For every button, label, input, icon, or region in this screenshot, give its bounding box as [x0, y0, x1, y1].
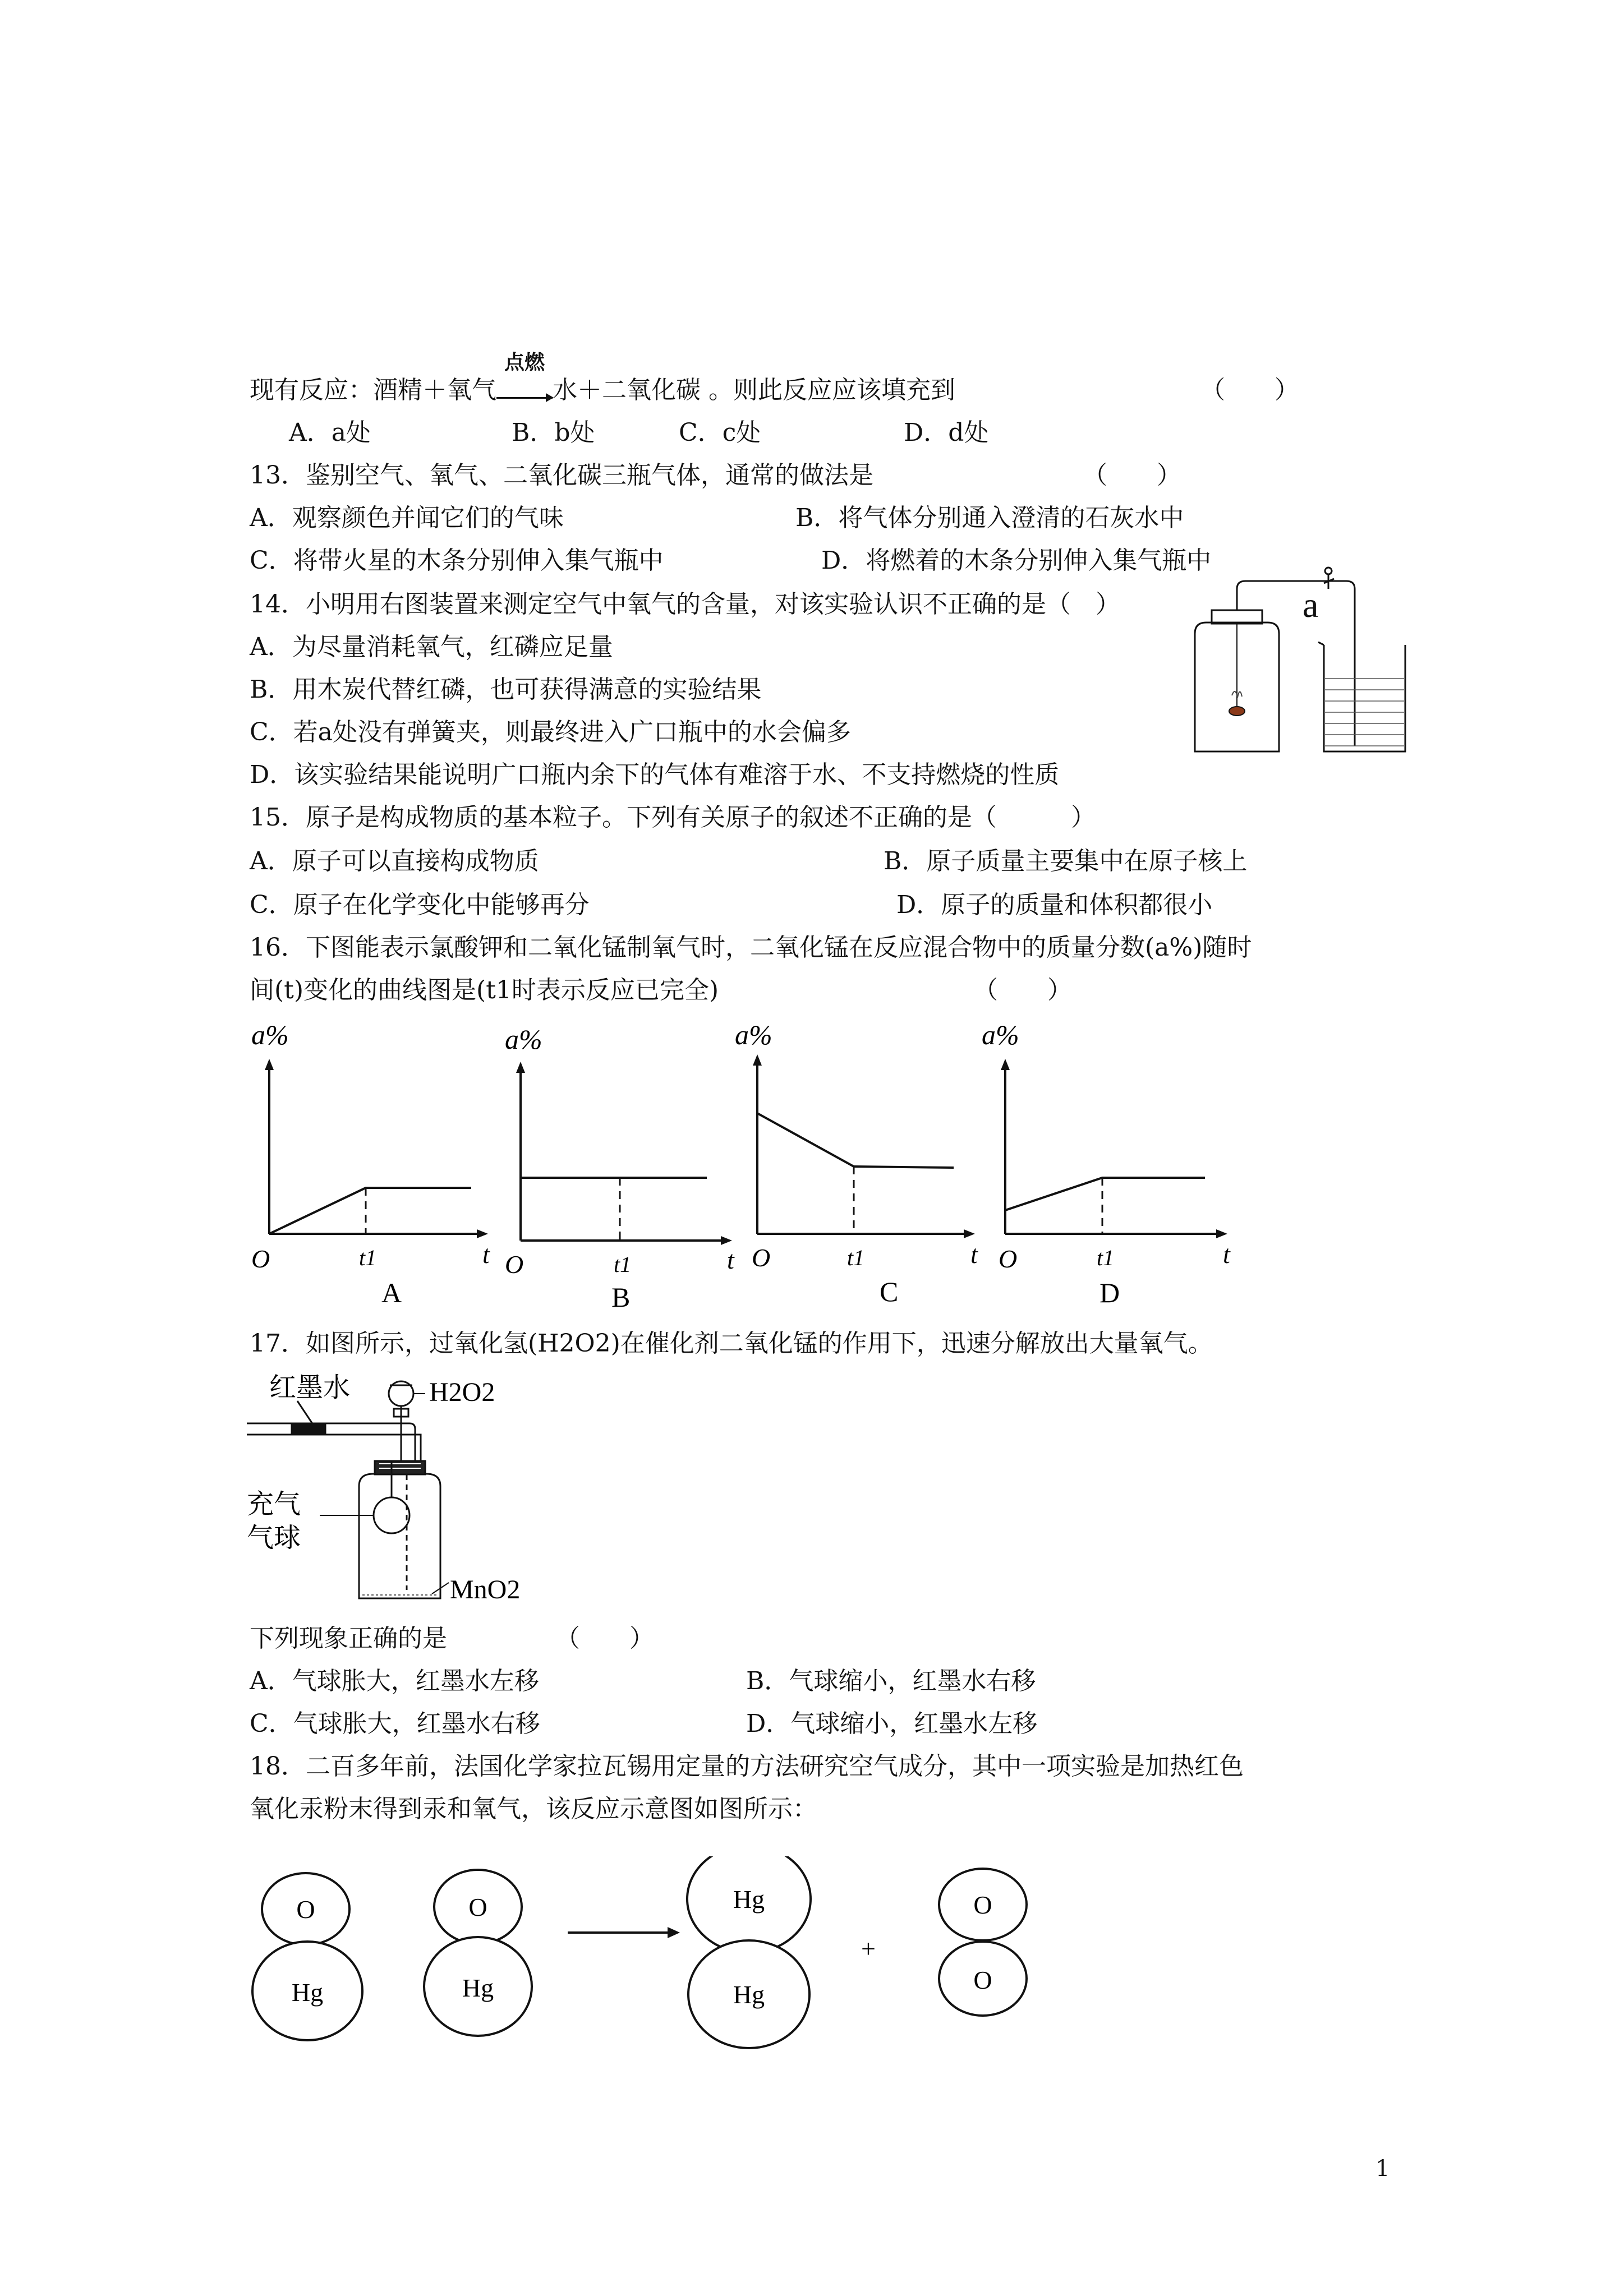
atom-label-o: O	[973, 1966, 992, 1994]
q15-option-c: C．原子在化学变化中能够再分	[250, 891, 590, 919]
q15-option-a: A．原子可以直接构成物质	[250, 847, 539, 875]
q13-option-a: A．观察颜色并闻它们的气味	[250, 504, 564, 532]
graph-d-x-label: t	[1223, 1240, 1230, 1269]
graph-b-origin: O	[505, 1250, 524, 1279]
atom-label-o: O	[973, 1891, 992, 1919]
q13-option-c: C．将带火星的木条分别伸入集气瓶中	[250, 546, 664, 575]
graph-a-y-label: a%	[251, 1019, 289, 1050]
h2o2-label: H2O2	[429, 1377, 495, 1407]
q18-stem-line2: 氧化汞粉末得到汞和氧气，该反应示意图如图所示：	[250, 1795, 817, 1823]
q16-graphs	[241, 1009, 1430, 1312]
q15-stem: 15．原子是构成物质的基本粒子。下列有关原子的叙述不正确的是（ ）	[250, 803, 1096, 832]
oxygen-measurement-apparatus	[1184, 566, 1419, 757]
h2o2-decomposition-apparatus	[247, 1368, 561, 1615]
atom-label-hg: Hg	[733, 1980, 765, 2009]
q15-option-d: D．原子的质量和体积都很小	[896, 891, 1213, 919]
q13-answer-paren: （ ）	[1083, 461, 1181, 490]
q12-answer-paren: （ ）	[1200, 376, 1299, 404]
q16-stem-line1: 16．下图能表示氯酸钾和二氧化锰制氧气时，二氧化锰在反应混合物中的质量分数(a%)随时	[250, 933, 1252, 962]
q17-question: 下列现象正确的是	[250, 1624, 447, 1653]
graph-b-y-label: a%	[505, 1023, 542, 1055]
atom-label-hg: Hg	[291, 1978, 324, 2007]
graph-a-letter: A	[381, 1277, 402, 1308]
graph-c-letter: C	[880, 1276, 899, 1307]
graph-b-x-label: t	[727, 1246, 734, 1274]
graph-b-t1: t1	[614, 1252, 632, 1277]
balloon-label-2: 气球	[247, 1523, 301, 1553]
graph-c	[735, 1019, 978, 1307]
atom-label-o: O	[468, 1893, 487, 1921]
graph-c-origin: O	[752, 1243, 771, 1272]
graph-b-letter: B	[611, 1281, 631, 1312]
balloon-label-1: 充气	[247, 1490, 301, 1519]
graph-a-x-label: t	[482, 1240, 490, 1269]
graph-c-y-label: a%	[735, 1019, 772, 1050]
graph-a-t1: t1	[359, 1245, 377, 1270]
q12-option-a: A．a处	[289, 418, 371, 447]
q16-answer-paren: （ ）	[973, 976, 1072, 1004]
clamp-label-a: a	[1303, 585, 1319, 625]
plus-sign: +	[861, 1934, 876, 1963]
graph-d-t1: t1	[1097, 1245, 1115, 1270]
q17-option-a: A．气球胀大，红墨水左移	[250, 1667, 539, 1695]
q13-stem: 13．鉴别空气、氧气、二氧化碳三瓶气体，通常的做法是	[250, 461, 873, 490]
mercury-oxide-reaction-diagram	[247, 1856, 1043, 2069]
q14-option-c: C．若a处没有弹簧夹，则最终进入广口瓶中的水会偏多	[250, 718, 851, 746]
graph-b	[505, 1023, 735, 1312]
atom-label-hg: Hg	[733, 1885, 765, 1914]
q12-option-d: D．d处	[904, 418, 989, 447]
arrow-icon	[496, 397, 553, 399]
q12-option-b: B．b处	[512, 418, 595, 447]
page-number: 1	[1375, 2156, 1390, 2182]
red-ink-label: 红墨水	[269, 1373, 351, 1403]
graph-c-t1: t1	[847, 1245, 865, 1270]
atom-label-o: O	[296, 1895, 315, 1924]
mno2-label: MnO2	[450, 1575, 521, 1605]
graph-c-x-label: t	[970, 1240, 978, 1269]
graph-a	[251, 1019, 490, 1308]
q16-stem-line2: 间(t)变化的曲线图是(t1时表示反应已完全)	[250, 976, 719, 1004]
q12-option-c: C．c处	[679, 418, 761, 447]
graph-d-letter: D	[1099, 1277, 1120, 1308]
reaction-condition: 点燃	[504, 351, 545, 374]
q14-stem: 14．小明用右图装置来测定空气中氧气的含量，对该实验认识不正确的是（ ）	[250, 590, 1120, 619]
graph-d	[982, 1019, 1231, 1308]
q17-option-d: D．气球缩小，红墨水左移	[746, 1709, 1038, 1738]
atom-label-hg: Hg	[462, 1974, 494, 2002]
q13-option-b: B．将气体分别通入澄清的石灰水中	[795, 504, 1184, 532]
arrow-icon	[668, 1927, 680, 1938]
q14-option-b: B．用木炭代替红磷，也可获得满意的实验结果	[250, 675, 762, 704]
q15-option-b: B．原子质量主要集中在原子核上	[884, 847, 1248, 875]
q12-stem: 现有反应：酒精＋氧气 点燃 水＋二氧化碳 。则此反应应该填充到	[250, 374, 955, 407]
graph-d-y-label: a%	[982, 1019, 1019, 1050]
q14-option-a: A．为尽量消耗氧气，红磷应足量	[250, 633, 613, 661]
reaction-arrow	[496, 351, 553, 407]
q17-stem: 17．如图所示，过氧化氢(H2O2)在催化剂二氧化锰的作用下，迅速分解放出大量氧气。	[250, 1329, 1213, 1358]
graph-d-origin: O	[999, 1244, 1018, 1273]
q17-option-b: B．气球缩小，红墨水右移	[746, 1667, 1036, 1695]
q18-stem-line1: 18．二百多年前，法国化学家拉瓦锡用定量的方法研究空气成分，其中一项实验是加热红色	[250, 1752, 1244, 1781]
q13-option-d: D．将燃着的木条分别伸入集气瓶中	[821, 546, 1212, 575]
q14-option-d: D．该实验结果能说明广口瓶内余下的气体有难溶于水、不支持燃烧的性质	[250, 760, 1060, 789]
q17-answer-paren: （ ）	[555, 1624, 654, 1653]
q17-option-c: C．气球胀大，红墨水右移	[250, 1709, 540, 1738]
graph-a-origin: O	[251, 1244, 270, 1273]
